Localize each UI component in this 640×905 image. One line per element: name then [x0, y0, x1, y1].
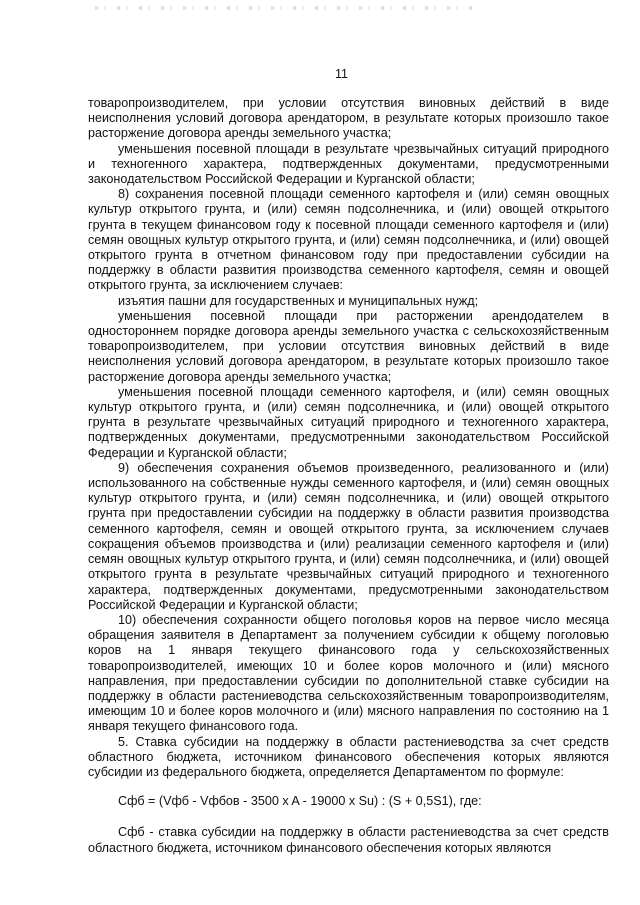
paragraph: изъятия пашни для государственных и муниципальных нужд; — [118, 293, 479, 308]
paragraph: Сфб - ставка субсидии на поддержку в области растениеводства за счет средств областного бюджета, источником финансового обеспечения которых являются — [88, 825, 609, 855]
formula: Сфб = (Vфб - Vфбов - 3500 x A - 19000 x Su) : (S + 0,5S1), где: — [118, 794, 482, 809]
paragraph: 5. Ставка субсидии на поддержку в области растениеводства за счет средств областного бюджета, источником финансового обеспечения которых являются субсидии из федерального бюджета, определяется Департаментом по формуле: — [88, 734, 609, 779]
paragraph: 8) сохранения посевной площади семенного картофеля и (или) семян овощных культур открытого грунта, и (или) семян подсолнечника, и (или) овощей открытого грунта в текущем финансовом году к посевной площади семенного картофеля и (или) семян овощных культур открытого грунта, и (или) семян подсолнечника, и (или) овощей открытого грунта в отчетном финансовом году при предоставлении субсидии на поддержку в области развития производства семенного картофеля, семян и овощей открытого грунта, за исключением случаев: — [88, 187, 609, 293]
document-body — [88, 96, 609, 856]
paragraph: 9) обеспечения сохранения объемов произведенного, реализованного и (или) использованного на собственные нужды семенного картофеля, и (или) семян овощных культур открытого грунта, и (или) семян подсолнечника, и (или) овощей открытого грунта при предоставлении субсидии на поддержку в области развития производства семенного картофеля, семян и овощей открытого грунта, за исключением случаев сокращения объемов производства и (или) реализации семенного картофеля и (или) семян овощных культур открытого грунта, и (или) семян подсолнечника, и (или) овощей открытого грунта в результате чрезвычайных ситуаций природного и техногенного характера, подтвержденных документами, предусмотренными законодательством Российской Федерации и Курганской области; — [88, 460, 609, 612]
page-number: 11 — [335, 67, 348, 81]
paragraph: товаропроизводителем, при условии отсутствия виновных действий в виде неисполнения условий договора арендатором, в результате которых произошло такое расторжение договора аренды земельного участка; — [88, 96, 609, 141]
paragraph: 10) обеспечения сохранности общего поголовья коров на первое число месяца обращения заявителя в Департамент за получением субсидии к общему поголовью коров на 1 января текущего финансового года у сельскохозяйственных товаропроизводителей, имеющих 10 и более коров молочного и (или) мясного направления, при предоставлении субсидии по дополнительной ставке субсидии на поддержку в области растениеводства сельскохозяйственным товаропроизводителям, имеющим 10 и более коров молочного и (или) мясного направления по состоянию на 1 января текущего финансового года. — [88, 612, 609, 734]
paragraph: уменьшения посевной площади при расторжении арендодателем в одностороннем порядке договора аренды земельного участка с сельскохозяйственным товаропроизводителем, при условии отсутствия виновных действий в виде неисполнения условий договора арендатором, в результате которых произошло такое расторжение договора аренды земельного участка; — [88, 308, 609, 384]
scan-artifact — [95, 6, 475, 10]
paragraph: уменьшения посевной площади семенного картофеля, и (или) семян овощных культур открытого грунта, и (или) семян подсолнечника, и (или) овощей открытого грунта в результате чрезвычайных ситуаций природного и техногенного характера, подтвержденных документами, предусмотренными законодательством Российской Федерации и Курганской области; — [88, 384, 609, 460]
paragraph: уменьшения посевной площади в результате чрезвычайных ситуаций природного и техногенного характера, подтвержденных документами, предусмотренными законодательством Российской Федерации и Курганской области; — [88, 141, 609, 187]
